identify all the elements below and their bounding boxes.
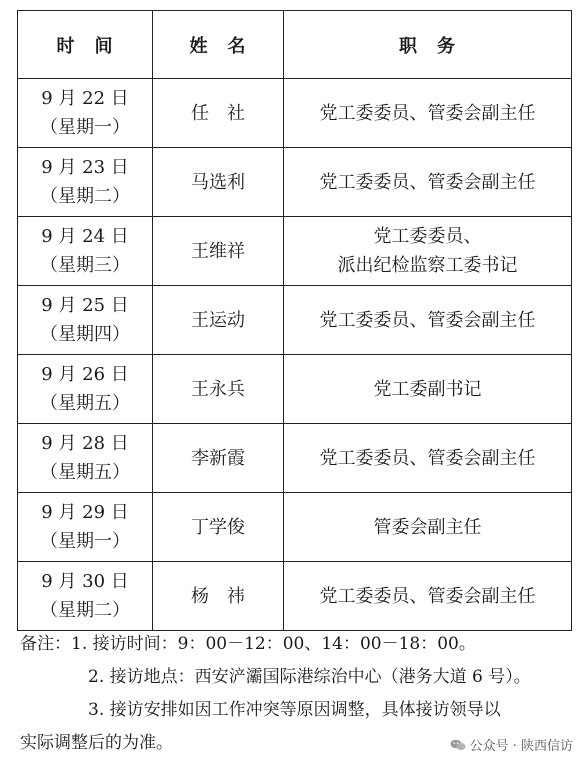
- title-cell: [284, 148, 572, 217]
- table-row: [18, 148, 572, 217]
- date-text: 9 月 25 日: [41, 295, 129, 316]
- title-text: 党工委委员、管委会副主任: [319, 309, 536, 331]
- title-text: 党工委委员、管委会副主任: [319, 447, 536, 469]
- weekday-text: （星期四）: [40, 324, 130, 345]
- date-cell: [18, 148, 153, 217]
- watermark: [450, 735, 573, 754]
- date-cell: [18, 79, 153, 148]
- wechat-icon: [450, 739, 466, 751]
- table-row: [18, 355, 572, 424]
- note-line-3: 3. 接访安排如因工作冲突等原因调整，具体接访领导以: [88, 700, 501, 720]
- name-cell: 马选利: [153, 148, 284, 217]
- weekday-text: （星期一）: [40, 117, 130, 138]
- title-cell: [284, 562, 572, 631]
- title-text: 党工委委员、管委会副主任: [319, 585, 536, 607]
- schedule-table: [17, 10, 572, 631]
- title-text-line2: 派出纪检监察工委书记: [337, 255, 518, 276]
- header-title: 职 务: [284, 11, 572, 79]
- note-line-1: 备注：1. 接访时间：9：00－12：00、14：00－18：00。: [20, 634, 476, 654]
- table-row: [18, 424, 572, 493]
- header-time: 时 间: [18, 11, 153, 79]
- table-row: [18, 79, 572, 148]
- weekday-text: （星期一）: [40, 531, 130, 552]
- title-cell: [284, 286, 572, 355]
- name-cell: 李新霞: [153, 424, 284, 493]
- table-row: [18, 217, 572, 286]
- weekday-text: （星期三）: [40, 255, 130, 276]
- date-cell: [18, 286, 153, 355]
- table-row: [18, 286, 572, 355]
- title-text: 党工委委员、管委会副主任: [319, 102, 536, 124]
- date-text: 9 月 23 日: [41, 157, 129, 178]
- date-cell: [18, 355, 153, 424]
- date-cell: [18, 217, 153, 286]
- date-text: 9 月 29 日: [41, 502, 129, 523]
- name-cell: 王维祥: [153, 217, 284, 286]
- title-cell: [284, 79, 572, 148]
- date-cell: [18, 424, 153, 493]
- date-text: 9 月 24 日: [41, 226, 129, 247]
- weekday-text: （星期二）: [40, 186, 130, 207]
- title-cell: [284, 355, 572, 424]
- title-text: 党工委委员、: [373, 226, 482, 247]
- title-text: 管委会副主任: [373, 516, 482, 538]
- title-cell: [284, 424, 572, 493]
- date-text: 9 月 30 日: [41, 571, 129, 592]
- name-cell: 王永兵: [153, 355, 284, 424]
- name-cell: 王运动: [153, 286, 284, 355]
- table-header-row: [18, 11, 572, 79]
- name-cell: 杨 祎: [153, 562, 284, 631]
- date-cell: [18, 493, 153, 562]
- date-text: 9 月 28 日: [41, 433, 129, 454]
- name-cell: 任 社: [153, 79, 284, 148]
- date-cell: [18, 562, 153, 631]
- table-row: [18, 562, 572, 631]
- note-line-2: 2. 接访地点：西安浐灞国际港综治中心（港务大道 6 号）。: [88, 667, 531, 687]
- note-line-4: 实际调整后的为准。: [20, 733, 173, 753]
- title-cell: [284, 217, 572, 286]
- weekday-text: （星期五）: [40, 393, 130, 414]
- table-row: [18, 493, 572, 562]
- watermark-text: 公众号 · 陕西信访: [469, 739, 573, 754]
- weekday-text: （星期二）: [40, 600, 130, 621]
- title-text: 党工委副书记: [373, 378, 482, 400]
- name-cell: 丁学俊: [153, 493, 284, 562]
- weekday-text: （星期五）: [40, 462, 130, 483]
- date-text: 9 月 26 日: [41, 364, 129, 385]
- title-text: 党工委委员、管委会副主任: [319, 171, 536, 193]
- title-cell: [284, 493, 572, 562]
- header-name: 姓 名: [153, 11, 284, 79]
- date-text: 9 月 22 日: [41, 88, 129, 109]
